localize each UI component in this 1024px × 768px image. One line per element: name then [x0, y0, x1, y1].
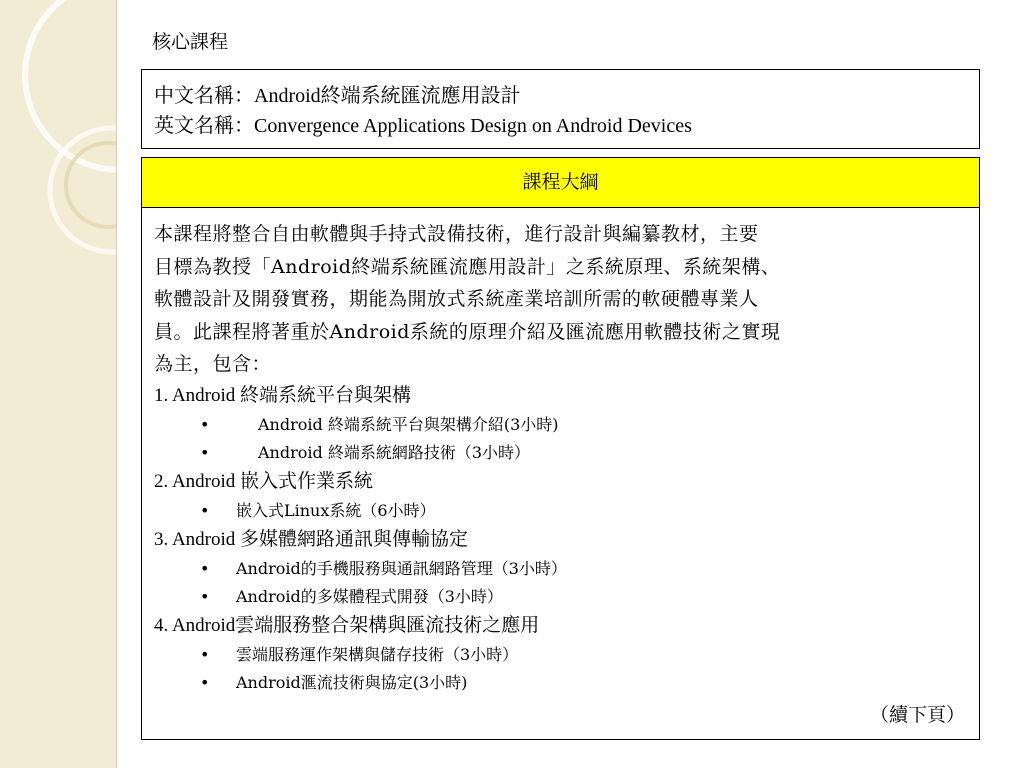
intro-line: 目標為教授「Android終端系統匯流應用設計」之系統原理、系統架構、 — [154, 255, 781, 278]
outline-body — [142, 208, 979, 697]
chinese-name-row — [154, 81, 979, 111]
chinese-name-value: Android終端系統匯流應用設計 — [254, 85, 521, 107]
section-items — [154, 411, 967, 467]
outline-header: 課程大綱 — [142, 158, 979, 208]
section-title: 1. Android 終端系統平台與架構 — [154, 384, 412, 406]
bullet-icon: • — [200, 442, 210, 462]
english-name-value: Convergence Applications Design on Android Devices — [254, 115, 692, 137]
page-heading: 核心課程 — [152, 31, 229, 53]
bullet-icon: • — [200, 586, 210, 606]
course-outline-table — [141, 157, 980, 740]
decorative-side-panel — [0, 0, 117, 768]
section-title: 4. Android雲端服務整合架構與匯流技術之應用 — [154, 614, 540, 636]
outline-intro — [154, 218, 967, 381]
section-title: 3. Android 多媒體網路通訊與傳輸協定 — [154, 528, 469, 550]
bullet-icon: • — [200, 672, 210, 692]
intro-line: 本課程將整合自由軟體與手持式設備技術，進行設計與編纂教材，主要 — [154, 223, 759, 245]
bullet-icon: • — [200, 558, 210, 578]
bullet-icon: • — [200, 414, 210, 434]
decorative-circles — [0, 0, 116, 768]
intro-line: 員。此課程將著重於Android系統的原理介紹及匯流應用軟體技術之實現 — [154, 320, 781, 343]
course-name-box — [141, 69, 980, 149]
section-items — [154, 641, 967, 697]
english-name-label: 英文名稱： — [154, 113, 254, 137]
section-items — [154, 555, 967, 611]
continued-note: （續下頁） — [869, 704, 965, 726]
list-item: • Android滙流技術與協定(3小時) — [154, 669, 967, 697]
section-title: 2. Android 嵌入式作業系統 — [154, 470, 374, 492]
section-items — [154, 497, 967, 525]
english-name-row — [154, 111, 979, 141]
intro-line: 軟體設計及開發實務，期能為開放式系統產業培訓所需的軟硬體專業人 — [154, 288, 759, 310]
bullet-icon: • — [200, 644, 210, 664]
list-item: • 嵌入式Linux系統（6小時） — [154, 497, 967, 525]
chinese-name-label: 中文名稱： — [154, 83, 254, 107]
list-item: • Android 終端系統網路技術（3小時） — [154, 439, 967, 467]
intro-line: 為主，包含： — [154, 353, 272, 375]
list-item: • Android的手機服務與通訊網路管理（3小時） — [154, 555, 967, 583]
list-item: • Android 終端系統平台與架構介紹(3小時) — [154, 411, 967, 439]
bullet-icon: • — [200, 500, 210, 520]
list-item: • 雲端服務運作架構與儲存技術（3小時） — [154, 641, 967, 669]
list-item: • Android的多媒體程式開發（3小時） — [154, 583, 967, 611]
